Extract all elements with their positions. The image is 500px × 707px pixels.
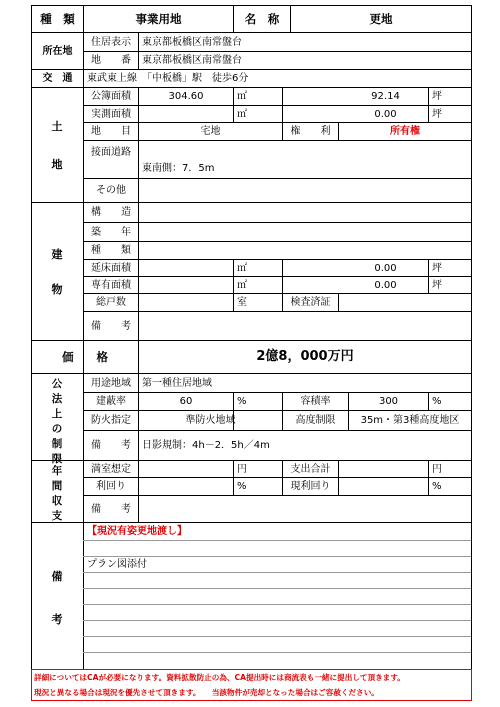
- structure-label: 構 造: [91, 207, 131, 218]
- grid-line: [138, 460, 139, 522]
- rights-label: 権 利: [290, 126, 331, 137]
- lot-label: 地 番: [91, 55, 131, 66]
- grid-line: [83, 572, 471, 573]
- income-remarks-label: 備 考: [91, 503, 131, 515]
- grid-line: [83, 636, 471, 637]
- type-label: 種 類: [40, 11, 75, 26]
- building-remarks-label: 備 考: [91, 320, 131, 332]
- address-value: 東京都板橋区南常盤台: [142, 36, 242, 48]
- measured-area-tsubo: 0.00: [374, 108, 397, 120]
- legal-char: の: [51, 423, 63, 435]
- fire-value: 準防火地域: [185, 415, 236, 426]
- grid-line: [83, 540, 471, 541]
- zone-label: 用途地域: [91, 377, 131, 389]
- grid-line: [338, 293, 339, 311]
- sqm-unit: ㎡: [237, 91, 247, 102]
- tsubo-unit: 坪: [432, 279, 442, 291]
- road-label: 接面道路: [91, 147, 131, 158]
- grid-line: [83, 588, 471, 589]
- exclusive-area-label: 専有面積: [91, 279, 131, 291]
- coverage-label: 建蔽率: [96, 396, 126, 407]
- location-label: 所在地: [42, 45, 73, 57]
- grid-line: [83, 652, 471, 653]
- notes-line-1: 【現況有姿更地渡し】: [87, 526, 187, 537]
- fire-label: 防火指定: [91, 415, 131, 426]
- sep-income: [31, 522, 472, 523]
- percent-unit: %: [432, 396, 442, 407]
- legal-char: 法: [51, 393, 63, 405]
- floor-area-label: 延床面積: [91, 262, 131, 274]
- grid-line: [83, 604, 471, 605]
- percent-unit: %: [237, 396, 247, 407]
- height-value: 35m・第3種高度地区: [360, 415, 460, 426]
- exclusive-area-tsubo: 0.00: [374, 279, 397, 291]
- price-value: 2億8，000万円: [256, 348, 354, 364]
- transport-value: 東武東上線 「中板橋」駅 徒歩6分: [87, 73, 249, 84]
- yen-unit: 円: [432, 463, 442, 475]
- percent-unit: %: [237, 481, 247, 492]
- tsubo-unit: 坪: [432, 91, 442, 102]
- footer-line-2: 現況と異なる場合は現況を優先させて頂きます。 当該物件が売却となった場合はご容赦ください。: [34, 687, 379, 697]
- grid-line: [338, 460, 339, 495]
- notes-line-2: プラン図添付: [87, 559, 147, 570]
- far-value: 300: [378, 396, 399, 407]
- units-label: 総戸数: [96, 297, 126, 308]
- full-rent-label: 満室想定: [91, 463, 131, 475]
- registered-area-tsubo: 92.14: [371, 91, 400, 102]
- far-label: 容積率: [300, 396, 331, 407]
- grid-line: [83, 311, 471, 312]
- grid-line: [83, 178, 471, 179]
- legal-char: 公: [51, 378, 63, 390]
- legal-remarks-label: 備 考: [91, 440, 131, 451]
- name-value: 更地: [369, 11, 393, 26]
- yen-unit: 円: [237, 463, 247, 475]
- building-char-2: 物: [51, 283, 63, 296]
- income-char: 収: [51, 495, 63, 507]
- income-char: 間: [51, 480, 63, 492]
- notes-char-1: 備: [51, 570, 63, 583]
- type-value: 事業用地: [135, 11, 182, 26]
- rights-value: 所有権: [390, 126, 420, 137]
- registered-area-sqm: 304.60: [168, 91, 204, 102]
- price-label: 価 格: [62, 349, 108, 364]
- kind-label: 種 類: [91, 245, 131, 256]
- registered-area-label: 公簿面積: [91, 91, 131, 102]
- current-yield-label: 現利回り: [290, 481, 331, 492]
- expense-label: 支出合計: [290, 463, 331, 475]
- other-label: その他: [96, 185, 126, 196]
- legal-char: 上: [51, 408, 63, 420]
- footer-line-1: 詳細についてはCAが必要になります。資料拡散防止の為、CA提出時には商流表も一緒に提出して頂きます。: [34, 672, 405, 682]
- frame-right: [471, 5, 472, 669]
- lot-value: 東京都板橋区南常盤台: [142, 55, 242, 66]
- land-category-value: 宅地: [200, 126, 221, 137]
- legal-remarks-value: 日影規制：4h－2．5h／4m: [142, 440, 270, 451]
- legal-vertical-label: [48, 376, 66, 465]
- sqm-unit: ㎡: [237, 279, 247, 291]
- land-category-label: 地 目: [91, 126, 131, 137]
- grid-line: [83, 495, 471, 496]
- land-char-2: 地: [51, 158, 63, 171]
- floor-area-tsubo: 0.00: [374, 262, 397, 274]
- grid-line: [83, 620, 471, 621]
- address-label: 住居表示: [91, 36, 131, 48]
- legal-char: 限: [51, 453, 63, 465]
- income-char: 支: [51, 510, 63, 522]
- zone-value: 第一種住居地域: [142, 377, 212, 389]
- measured-area-label: 実測面積: [91, 108, 131, 120]
- room-unit: 室: [237, 297, 247, 308]
- transport-label: 交 通: [42, 73, 73, 84]
- notes-char-2: 考: [51, 613, 63, 626]
- grid-line: [83, 241, 471, 242]
- coverage-value: 60: [179, 396, 193, 407]
- sqm-unit: ㎡: [237, 108, 247, 120]
- percent-unit: %: [432, 481, 442, 492]
- income-char: 年: [51, 465, 63, 477]
- building-char-1: 建: [51, 248, 63, 261]
- inspection-label: 検査済証: [290, 297, 331, 308]
- land-char-1: 土: [51, 120, 63, 133]
- legal-char: 制: [51, 438, 63, 450]
- name-label: 名 称: [244, 11, 280, 26]
- income-vertical-label: [48, 463, 66, 522]
- grid-line: [83, 222, 471, 223]
- tsubo-unit: 坪: [432, 108, 442, 120]
- road-value: 東南側：7．5m: [142, 163, 215, 174]
- yield-label: 利回り: [96, 481, 126, 492]
- built-label: 築 年: [91, 226, 131, 238]
- height-label: 高度制限: [295, 415, 336, 426]
- grid-line: [83, 140, 471, 141]
- sqm-unit: ㎡: [237, 262, 247, 274]
- frame-left: [31, 5, 32, 669]
- tsubo-unit: 坪: [432, 262, 442, 274]
